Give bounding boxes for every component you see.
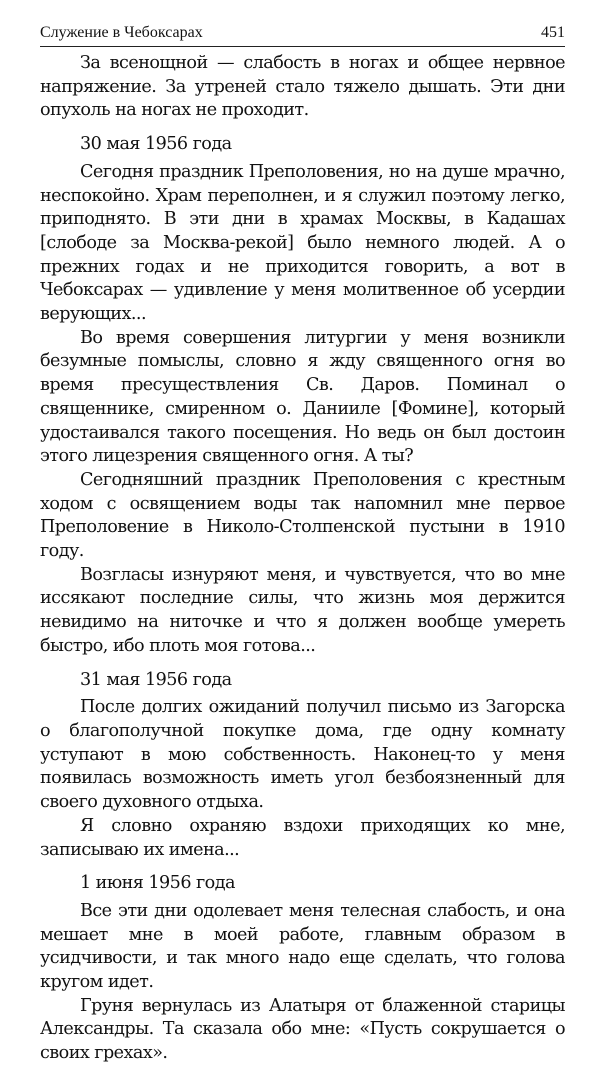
paragraph: Во время совершения литургии у меня возникли безумные помыслы, словно я жду священного огня во время пресуществления Св. Даров. Поминал о священнике, смиренном о. Данииле [Фомине], который удостаивался такого посещения. Но ведь он был достоин этого лицезрения священного огня. А ты? xyxy=(40,327,565,467)
page-number: 451 xyxy=(541,24,565,41)
diary-date: 30 мая 1956 года xyxy=(80,134,232,155)
paragraph: Я словно охраняю вздохи приходящих ко мне, записываю их имена... xyxy=(40,815,565,860)
paragraph: Сегодняшний праздник Преполовения с крестным ходом с освящением воды так напомнил мне первое Преполовение в Николо-Столпенской пустыни в 1910 году. xyxy=(40,469,565,562)
paragraph: После долгих ожиданий получил письмо из Загорска о благополучной покупке дома, где одну комнату уступают в мою собственность. Наконец-то у меня появилась возможность иметь угол безбоязненный для своего духовного отдыха. xyxy=(40,697,565,813)
paragraph: Груня вернулась из Алатыря от блаженной старицы Александры. Та сказала обо мне: «Пусть сокрушается о своих грехах». xyxy=(40,995,565,1064)
paragraph: Сегодня праздник Преполовения, но на душе мрачно, неспокойно. Храм переполнен, и я служил поэтому легко, приподнято. В эти дни в храмах Москвы, в Кадашах [слободе за Москва-рекой] было немного людей. А о прежних годах и не приходится говорить, а вот в Чебоксарах — удивление у меня молитвенное об усердии верующих... xyxy=(40,161,565,325)
paragraph: За всенощной — слабость в ногах и общее нервное напряжение. За утреней стало тяжело дышать. Эти дни опухоль на ногах не проходит. xyxy=(40,53,565,121)
running-head xyxy=(40,22,565,47)
diary-date: 31 мая 1956 года xyxy=(80,669,232,690)
paragraph: Все эти дни одолевает меня телесная слабость, и она мешает мне в моей работе, главным образом в усидчивости, и так много надо еще сделать, что голова кругом идет. xyxy=(40,900,565,993)
chapter-title: Служение в Чебоксарах xyxy=(40,24,203,41)
paragraph: Возгласы изнуряют меня, и чувствуется, что во мне иссякают последние силы, что жизнь моя держится невидимо на ниточке и что я должен вообще умереть быстро, ибо плоть моя готова... xyxy=(40,564,565,656)
diary-date: 1 июня 1956 года xyxy=(80,873,235,894)
page-body xyxy=(40,52,565,1066)
